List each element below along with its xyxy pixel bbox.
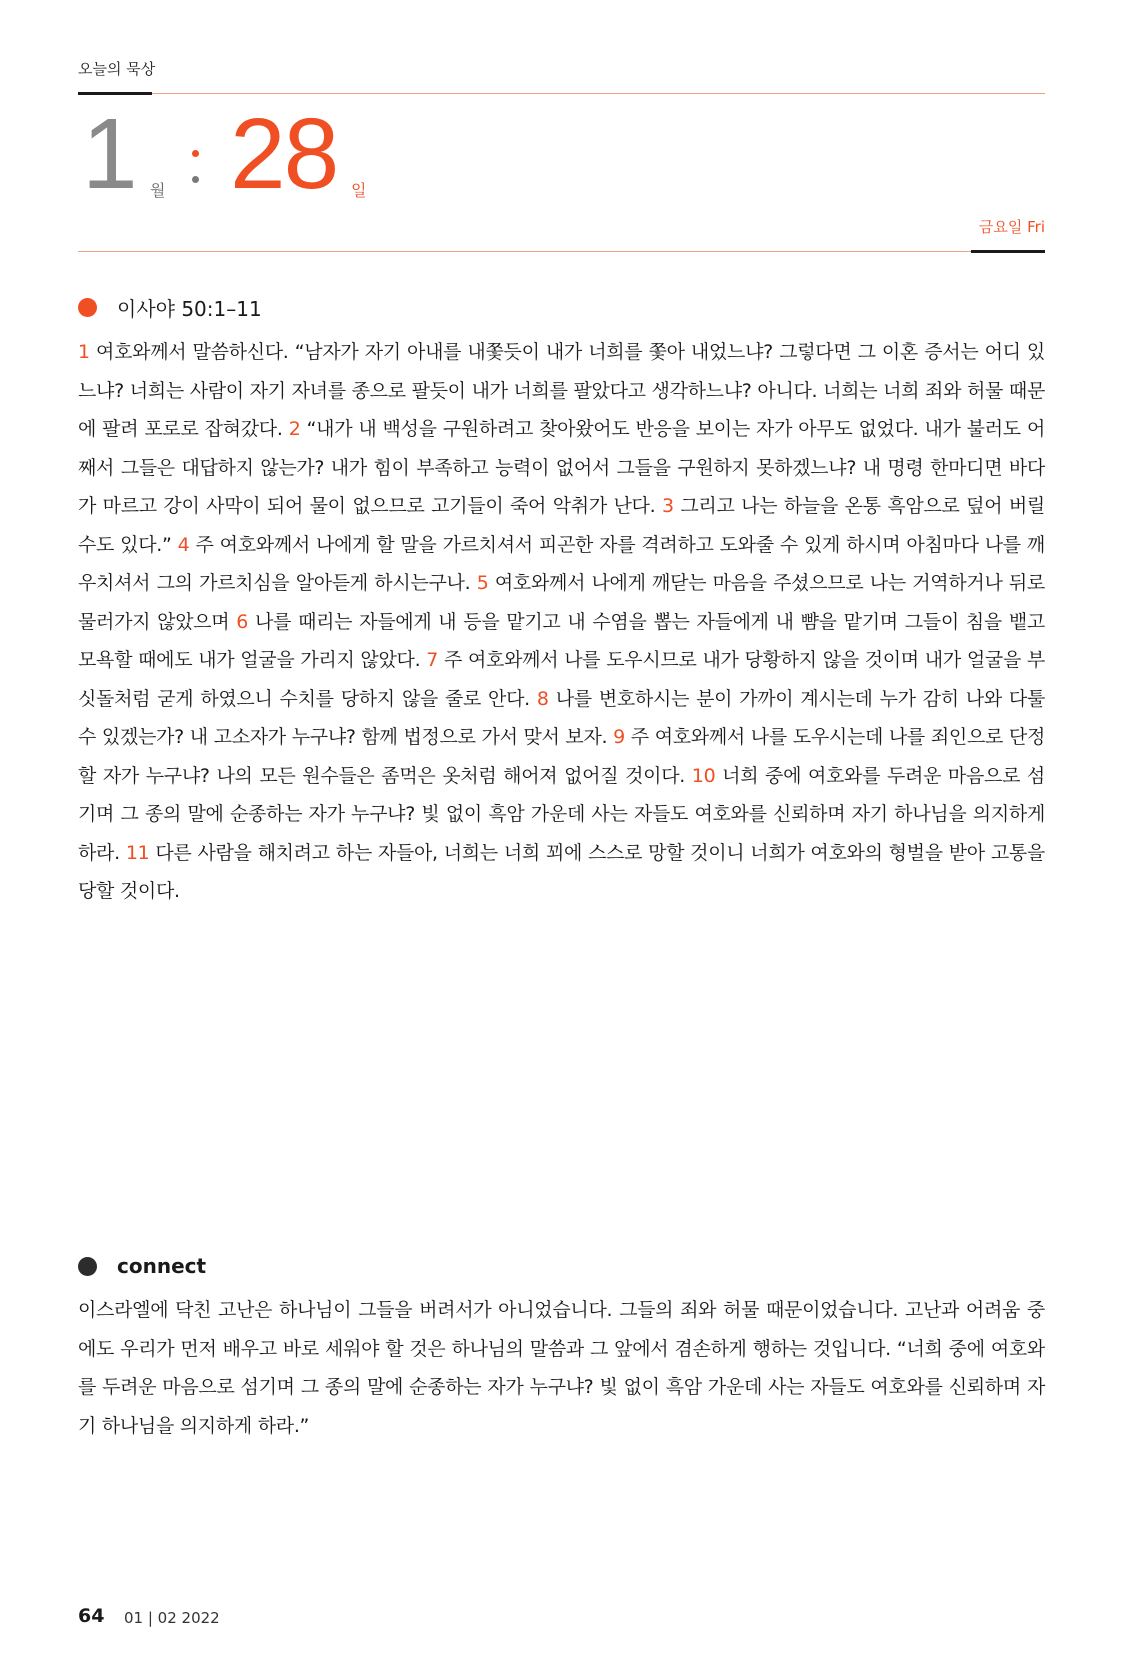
page-number: 64 — [78, 1605, 105, 1627]
verse-number: 11 — [125, 841, 150, 864]
verse-text: 나를 때리는 자들에게 내 등을 맡기고 내 수염을 뽑는 자들에게 내 뺨을 맡기며 그들이 침을 뱉고 모욕할 때에도 내가 얼굴을 가리지 않았다. — [78, 610, 1045, 671]
scripture-body — [78, 333, 1045, 911]
verse-number: 5 — [476, 572, 489, 594]
header-divider — [78, 251, 1045, 252]
verse-text: 나를 변호하시는 분이 가까이 계시는데 누가 감히 나와 다툴 수 있겠는가? 내 고소자가 누구냐? 함께 법정으로 가서 맞서 보자. — [78, 687, 1045, 748]
verse-number: 3 — [661, 495, 674, 517]
verse-text: 여호와께서 나에게 깨닫는 마음을 주셨으므로 나는 거역하거나 뒤로 물러가지 않았으며 — [78, 572, 1045, 633]
bullet-icon — [78, 298, 97, 317]
verse-number: 7 — [426, 649, 439, 671]
verse-text: 주 여호와께서 나를 도우시므로 내가 당황하지 않을 것이며 내가 얼굴을 부싯돌처럼 굳게 하였으니 수치를 당하지 않을 줄로 안다. — [78, 649, 1045, 710]
weekday-label: 금요일 Fri — [978, 218, 1045, 236]
verse-text: 주 여호와께서 나를 도우시는데 나를 죄인으로 단정할 자가 누구냐? 나의 모든 원수들은 좀먹은 옷처럼 해어져 없어질 것이다. — [78, 726, 1046, 787]
section-label-underline — [78, 92, 152, 95]
verse-text: 그리고 나는 하늘을 온통 흑암으로 덮어 버릴 수도 있다.” — [78, 495, 1045, 556]
date-separator — [192, 150, 200, 188]
month-number: 1 — [82, 98, 136, 210]
weekday-underline — [971, 250, 1045, 253]
verse-text: 다른 사람을 해치려고 하는 자들아, 너희는 너희 꾀에 스스로 망할 것이니 너희가 여호와의 형벌을 받아 고통을 당할 것이다. — [78, 841, 1045, 902]
verse-text: 주 여호와께서 나에게 할 말을 가르치셔서 피곤한 자를 격려하고 도와줄 수 있게 하시며 아침마다 나를 깨우치셔서 그의 가르치심을 알아듣게 하시는구나. — [78, 533, 1045, 594]
connect-heading — [78, 1251, 206, 1281]
verse-number: 2 — [288, 418, 301, 440]
scripture-reference: 이사야 50:1–11 — [117, 296, 262, 321]
month-unit: 월 — [150, 181, 166, 200]
verse-text: 너희 중에 여호와를 두려운 마음으로 섬기며 그 종의 말에 순종하는 자가 누구냐? 빛 없이 흑암 가운데 사는 자들도 여호와를 신뢰하며 자기 하나님을 의지하게 하라. — [78, 764, 1045, 864]
verse-number: 10 — [691, 764, 716, 787]
verse-number: 4 — [177, 533, 190, 556]
top-divider — [78, 93, 1045, 94]
connect-body: 이스라엘에 닥친 고난은 하나님이 그들을 버려서가 아니었습니다. 그들의 죄와 허물 때문이었습니다. 고난과 어려움 중에도 우리가 먼저 배우고 바로 세워야 할 것은 하나님의 말씀과 그 앞에서 겸손하게 행하는 것입니다. “너희 중에 여호와를 두려운 마음으로 섬기며 그 종의 말에 순종하는 자가 누구냐? 빛 없이 흑암 가운데 사는 자들도 여호와를 신뢰하며 자기 하나님을 의지하게 하라.” — [78, 1299, 1045, 1437]
verse-text: 여호와께서 말씀하신다. “남자가 자기 아내를 내쫓듯이 내가 너희를 쫓아 내었느냐? 그렇다면 그 이혼 증서는 어디 있느냐? 너희는 사람이 자기 자녀를 종으로 팔듯이 내가 너희를 팔았다고 생각하느냐? 아니다. 너희는 너희 죄와 허물 때문에 팔려 포로로 잡혀갔다. — [78, 341, 1045, 440]
verse-number: 9 — [613, 726, 625, 748]
scripture-heading — [78, 292, 262, 322]
bullet-icon — [78, 1257, 97, 1276]
connect-title: connect — [117, 1254, 207, 1278]
issue-label: 01 | 02 2022 — [124, 1609, 220, 1627]
verse-text: “내가 내 백성을 구원하려고 찾아왔어도 반응을 보이는 자가 아무도 없었다. 내가 불러도 어째서 그들은 대답하지 않는가? 내가 힘이 부족하고 능력이 없어서 그들을 구원하지 못하겠느냐? 내 명령 한마디면 바다가 마르고 강이 사막이 되어 물이 없으므로 고기들이 죽어 악취가 난다. — [78, 418, 1045, 517]
section-label: 오늘의 묵상 — [78, 60, 156, 78]
verse-number: 8 — [536, 687, 549, 710]
verse-number: 1 — [78, 341, 90, 363]
day-unit: 일 — [351, 181, 367, 200]
day-number: 28 — [230, 98, 338, 210]
verse-number: 6 — [236, 610, 249, 633]
